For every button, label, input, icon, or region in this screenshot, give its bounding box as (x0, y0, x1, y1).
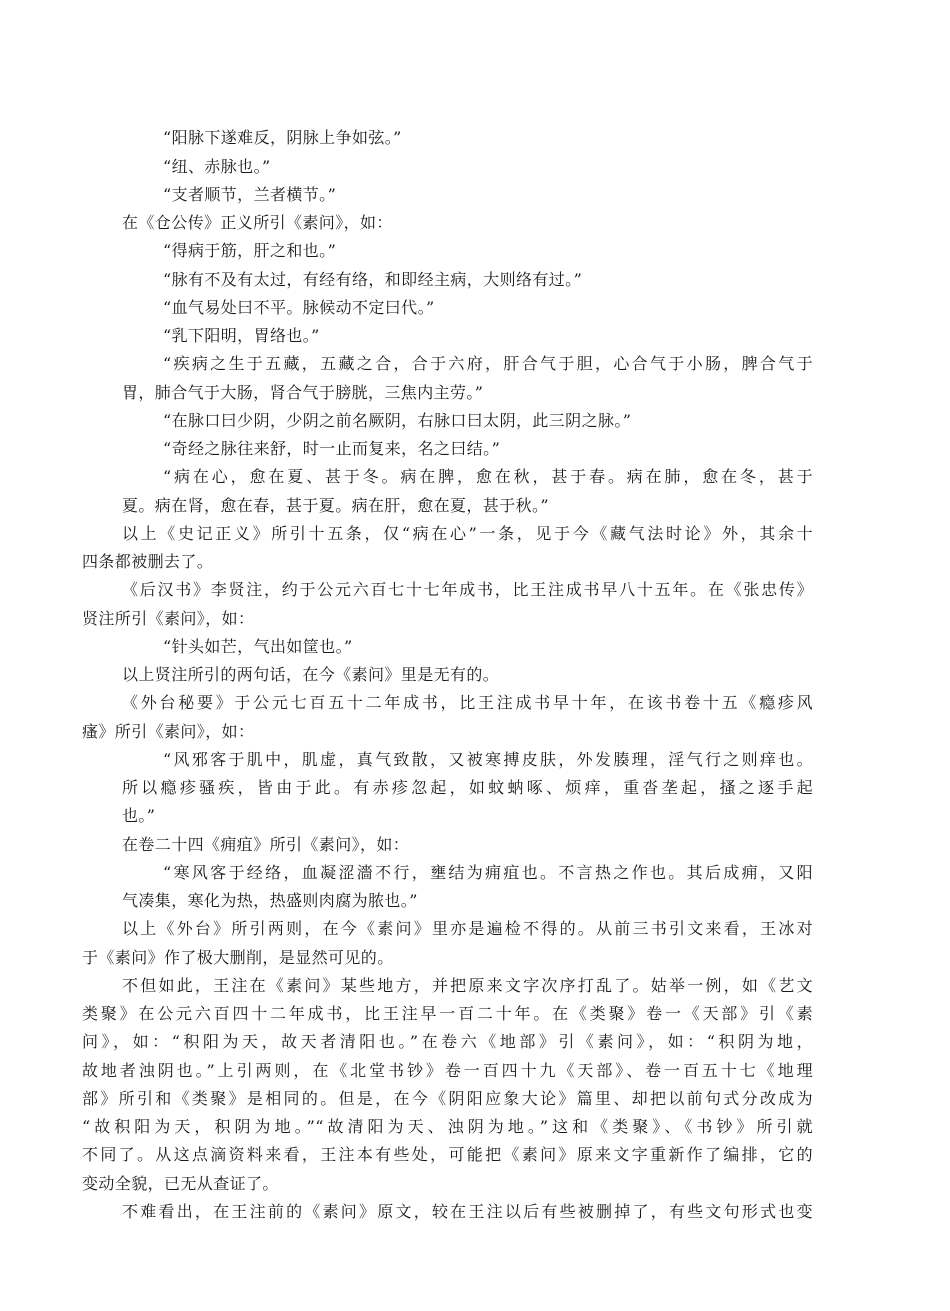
text-line: “脉有不及有太过，有经有络，和即经主病，大则络有过。” (163, 270, 583, 289)
text-line: 问》，如：“积阳为天，故天者清阳也。”在卷六《地部》引《素问》，如：“积阴为地， (82, 1032, 813, 1051)
text-line: 《外台秘要》于公元七百五十二年成书，比王注成书早十年，在该书卷十五《瘾疹风 (122, 693, 813, 712)
text-line: “故积阳为天，积阴为地。”“故清阳为天、浊阴为地。”这和《类聚》、《书钞》所引就 (82, 1117, 813, 1136)
text-line: 类聚》在公元六百四十二年成书，比王注早一百二十年。在《类聚》卷一《天部》引《素 (82, 1004, 813, 1023)
text-line: 以上《外台》所引两则，在今《素问》里亦是遍检不得的。从前三书引文来看，王冰对 (122, 919, 813, 938)
text-line: “风邪客于肌中，肌虚，真气致散，又被寒搏皮肤，外发腠理，淫气行之则痒也。 (163, 750, 813, 769)
text-line: 也。” (122, 806, 156, 825)
text-line: 以上贤注所引的两句话，在今《素问》里是无有的。 (122, 665, 500, 684)
text-line: “在脉口曰少阴，少阴之前名厥阴，右脉口曰太阴，此三阴之脉。” (163, 411, 632, 430)
text-line: 所以瘾疹骚疾，皆由于此。有赤疹忽起，如蚊蚋啄、烦痒，重沓垄起，搔之逐手起 (122, 778, 813, 797)
text-line: 贤注所引《素问》，如： (82, 609, 255, 628)
text-line: “纽、赤脉也。” (163, 157, 271, 176)
text-line: 以上《史记正义》所引十五条，仅“病在心”一条，见于今《藏气法时论》外，其余十 (122, 524, 813, 543)
text-line: “得病于筋，肝之和也。” (163, 241, 337, 260)
text-line: “血气易处曰不平。脉候动不定曰代。” (163, 298, 435, 317)
text-line: 在卷二十四《痈疽》所引《素问》，如： (122, 835, 410, 854)
text-line: “病在心，愈在夏、甚于冬。病在脾，愈在秋，甚于春。病在肺，愈在冬，甚于 (163, 467, 813, 486)
text-line: 部》所引和《类聚》是相同的。但是，在今《阴阳应象大论》篇里、却把以前句式分改成为 (82, 1089, 813, 1108)
text-line: 胃，肺合气于大肠，肾合气于膀胱，三焦内主劳。” (122, 383, 484, 402)
text-line: 变动全貌，已无从查证了。 (82, 1174, 279, 1193)
text-line: 四条都被删去了。 (82, 552, 214, 571)
text-line: 于《素问》作了极大删削，是显然可见的。 (82, 948, 394, 967)
text-line: “奇经之脉往来舒，时一止而复来，名之曰结。” (163, 439, 501, 458)
text-line: 不难看出，在王注前的《素问》原文，较在王注以后有些被删掉了，有些文句形式也变 (122, 1202, 813, 1221)
text-line: 瘙》所引《素问》，如： (82, 722, 255, 741)
text-line: 《后汉书》李贤注，约于公元六百七十七年成书，比王注成书早八十五年。在《张忠传》 (122, 580, 813, 599)
text-line: “针头如芒，气出如筐也。” (163, 637, 353, 656)
text-line: “疾病之生于五藏，五藏之合，合于六府，肝合气于胆，心合气于小肠，脾合气于 (163, 354, 813, 373)
text-line: 故地者浊阴也。”上引两则，在《北堂书钞》卷一百四十九《天部》、卷一百五十七《地理 (82, 1061, 813, 1080)
text-line: “寒风客于经络，血凝涩濇不行，壅结为痈疽也。不言热之作也。其后成痈，又阳 (163, 863, 813, 882)
text-line: 气凑集，寒化为热，热盛则肉腐为脓也。” (122, 891, 418, 910)
text-line: “支者顺节，兰者横节。” (163, 185, 337, 204)
text-line: 夏。病在肾，愈在春，甚于夏。病在肝，愈在夏，甚于秋。” (122, 496, 549, 515)
text-line: “阳脉下遂难反，阴脉上争如弦。” (163, 128, 402, 147)
text-line: 不但如此，王注在《素问》某些地方，并把原来文字次序打乱了。姑举一例，如《艺文 (122, 976, 813, 995)
text-line: 不同了。从这点滴资料来看，王注本有些处，可能把《素问》原来文字重新作了编排，它的 (82, 1145, 813, 1164)
text-line: 在《仓公传》正义所引《素问》，如： (122, 213, 393, 232)
text-line: “乳下阳明，胃络也。” (163, 326, 320, 345)
